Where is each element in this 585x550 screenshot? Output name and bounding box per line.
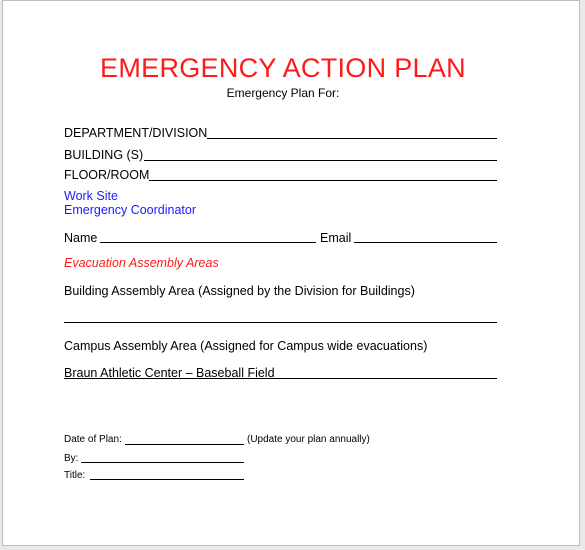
- building-field[interactable]: [144, 160, 497, 161]
- by-label: By:: [64, 453, 79, 464]
- name-label: Name: [64, 231, 98, 245]
- name-field[interactable]: [100, 242, 316, 243]
- campus-assembly-label: Campus Assembly Area (Assigned for Campus wide evacuations): [64, 339, 428, 353]
- department-field[interactable]: [207, 138, 497, 139]
- campus-assembly-value: Braun Athletic Center – Baseball Field: [64, 366, 275, 380]
- work-site-label: Work Site: [64, 189, 118, 203]
- floor-field[interactable]: [149, 180, 497, 181]
- email-field[interactable]: [354, 242, 497, 243]
- evacuation-heading: Evacuation Assembly Areas: [64, 256, 219, 270]
- document-subtitle: Emergency Plan For:: [226, 86, 340, 100]
- by-field[interactable]: [81, 462, 244, 463]
- date-note: (Update your plan annually): [247, 434, 370, 445]
- department-label: DEPARTMENT/DIVISION: [64, 126, 208, 140]
- date-of-plan-field[interactable]: [125, 444, 244, 445]
- floor-label: FLOOR/ROOM: [64, 168, 150, 182]
- building-label: BUILDING (S): [64, 148, 144, 162]
- title-field[interactable]: [90, 479, 244, 480]
- building-assembly-label: Building Assembly Area (Assigned by the Division for Buildings): [64, 284, 415, 298]
- building-assembly-field[interactable]: [64, 322, 497, 323]
- title-label: Title:: [64, 470, 86, 481]
- document-title: EMERGENCY ACTION PLAN: [100, 53, 466, 83]
- email-label: Email: [320, 231, 352, 245]
- campus-assembly-field[interactable]: [64, 378, 497, 379]
- document-page: [2, 0, 580, 546]
- date-of-plan-label: Date of Plan:: [64, 434, 122, 445]
- emergency-coordinator-label: Emergency Coordinator: [64, 203, 197, 217]
